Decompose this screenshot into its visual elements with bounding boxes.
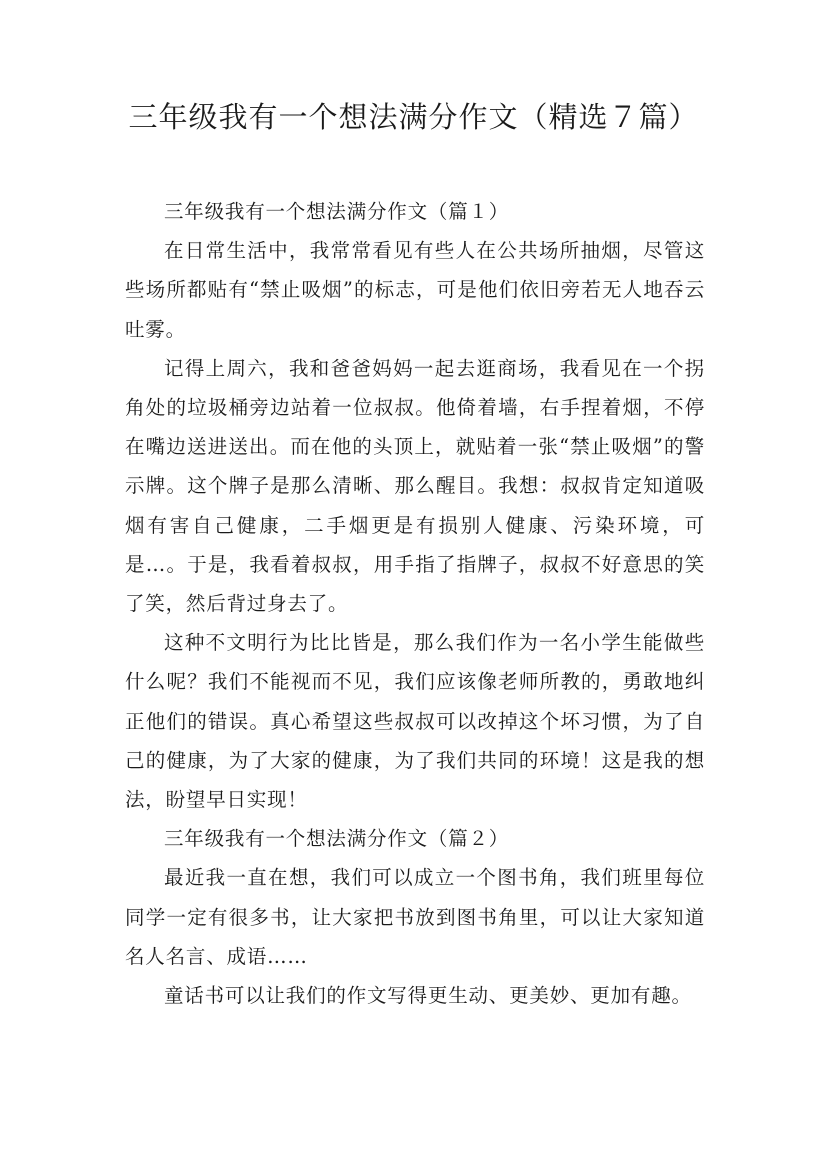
document-body (125, 192, 705, 1015)
document-title: 三年级我有一个想法满分作文（精选７篇） (128, 100, 699, 134)
paragraph: 最近我一直在想，我们可以成立一个图书角，我们班里每位同学一定有很多书，让大家把书放到图书角里，可以让大家知道名人名言、成语…… (125, 866, 705, 968)
paragraph: 在日常生活中，我常常看见有些人在公共场所抽烟，尽管这些场所都贴有“禁止吸烟”的标志，可是他们依旧旁若无人地吞云吐雾。 (125, 239, 705, 341)
paragraph: 记得上周六，我和爸爸妈妈一起去逛商场，我看见在一个拐角处的垃圾桶旁边站着一位叔叔。他倚着墙，右手捏着烟，不停在嘴边送进送出。而在他的头顶上，就贴着一张“禁止吸烟”的警示牌。这个牌子是那么清晰、那么醒目。我想：叔叔肯定知道吸烟有害自己健康，二手烟更是有损别人健康、污染环境，可是…。于是，我看着叔叔，用手指了指牌子，叔叔不好意思的笑了笑，然后背过身去了。 (125, 356, 705, 616)
section-heading-1: 三年级我有一个想法满分作文（篇１） (164, 200, 510, 223)
paragraph: 童话书可以让我们的作文写得更生动、更美妙、更加有趣。 (164, 984, 692, 1008)
section-heading-2: 三年级我有一个想法满分作文（篇２） (164, 827, 510, 851)
paragraph: 这种不文明行为比比皆是，那么我们作为一名小学生能做些什么呢？我们不能视而不见，我们应该像老师所教的，勇敢地纠正他们的错误。真心希望这些叔叔可以改掉这个坏习惯，为了自己的健康，为了大家的健康，为了我们共同的环境！这是我的想法，盼望早日实现！ (125, 631, 705, 812)
